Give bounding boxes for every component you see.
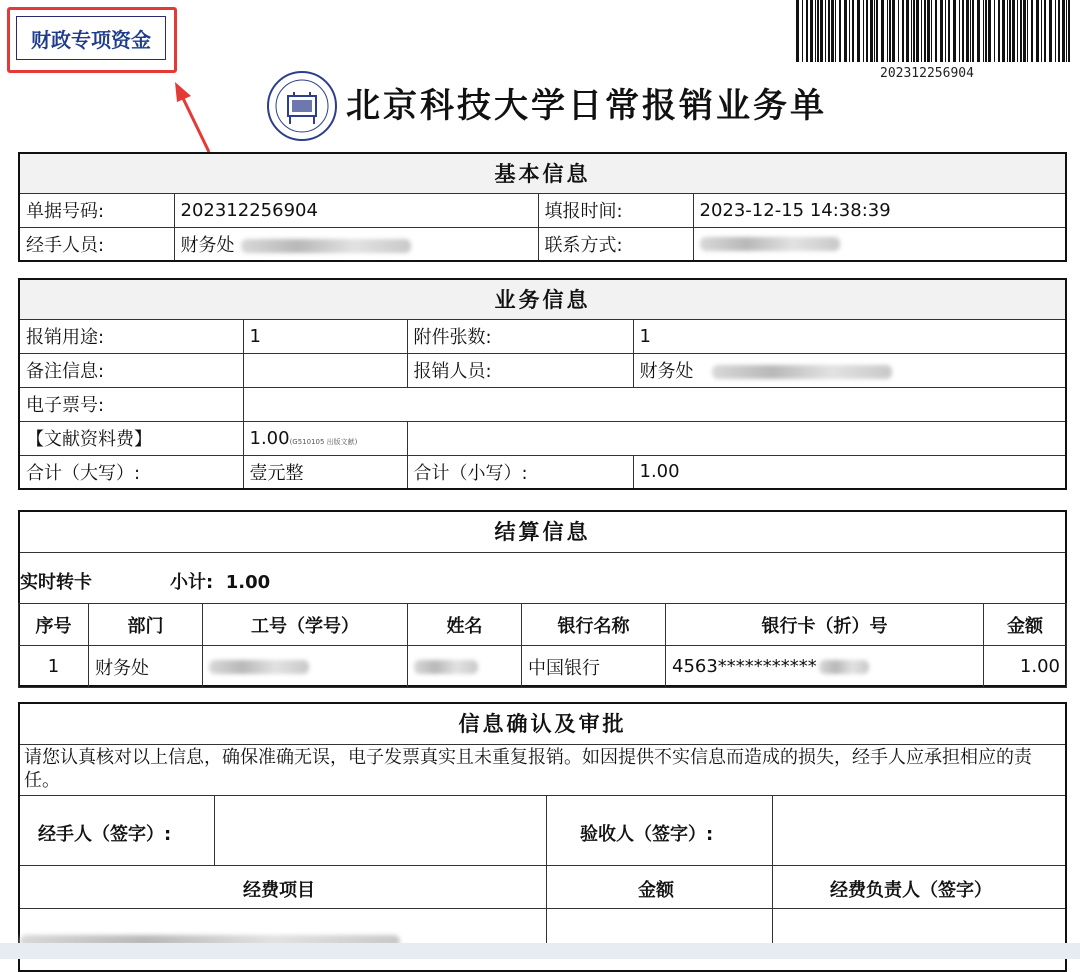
approval-heading: 信息确认及审批: [20, 704, 1065, 745]
subtotal-value: 1.00: [225, 572, 271, 593]
reimburser-value: [633, 353, 1066, 387]
subtotal: [170, 568, 270, 594]
col-header: 工号（学号）: [203, 604, 408, 646]
settlement-table: [18, 603, 1067, 688]
barcode-number: 202312256904: [880, 66, 974, 81]
handler-sign-label: 经手人（签字）:: [38, 824, 172, 845]
doc-no-label: 单据号码:: [19, 193, 174, 227]
barcode-icon: [796, 0, 1072, 62]
col-header: 金额: [984, 604, 1067, 646]
handler-label: 经手人员:: [19, 227, 174, 261]
fund-type-badge: 财政专项资金: [16, 16, 166, 60]
row-card: [666, 646, 984, 688]
basic-info-heading: 基本信息: [19, 153, 1066, 193]
item-empty: [407, 421, 1066, 455]
remark-value: [243, 353, 407, 387]
item-amount: 1.00: [249, 427, 290, 449]
redacted-block: [241, 239, 411, 253]
basic-info-table: [18, 152, 1067, 262]
annotation-arrow-icon: [165, 80, 225, 160]
divider: [20, 908, 1065, 909]
einvoice-label: 电子票号:: [19, 387, 243, 421]
receiver-sign-label: 验收人（签字）:: [580, 824, 714, 845]
col-header: 部门: [89, 604, 203, 646]
contact-value: [693, 227, 1066, 261]
business-info-heading: 业务信息: [19, 279, 1066, 319]
reimburser-dept: 财务处: [639, 361, 694, 382]
university-logo-icon: [266, 70, 338, 142]
handler-value: [174, 227, 538, 261]
divider: [546, 795, 547, 955]
payment-method: 实时转卡: [20, 572, 92, 593]
row-bank: 中国银行: [522, 646, 666, 688]
col-header: 姓名: [408, 604, 522, 646]
fill-time-label: 填报时间:: [538, 193, 693, 227]
handler-dept: 财务处: [180, 234, 235, 256]
einvoice-value: [243, 387, 1066, 421]
total-upper-label: 合计（大写）:: [19, 455, 243, 489]
redacted-block: [209, 660, 309, 674]
fill-time-value: 2023-12-15 14:38:39: [693, 193, 1066, 227]
reimburser-label: 报销人员:: [407, 353, 633, 387]
row-no: 1: [19, 646, 89, 688]
table-row: [19, 646, 1067, 688]
row-dept: 财务处: [89, 646, 203, 688]
cutoff-row: [20, 930, 400, 944]
approval-notice: 请您认真核对以上信息，确保准确无误，电子发票真实且未重复报销。如因提供不实信息而造成的损失，经手人应承担相应的责任。: [24, 747, 1032, 791]
attach-label: 附件张数:: [407, 319, 633, 353]
row-card-number: 4563***********: [672, 656, 817, 677]
redacted-block: [414, 660, 478, 674]
attach-value: 1: [633, 319, 1066, 353]
row-id: [203, 646, 408, 688]
col-header: 银行名称: [522, 604, 666, 646]
fund-owner-sign-label: 经费负责人（签字）: [830, 880, 992, 901]
total-upper-value: 壹元整: [243, 455, 407, 489]
subtotal-label: 小计:: [170, 572, 214, 593]
divider: [772, 795, 773, 955]
purpose-label: 报销用途:: [19, 319, 243, 353]
divider: [214, 795, 215, 865]
redacted-block: [819, 660, 869, 674]
col-header: 银行卡（折）号: [666, 604, 984, 646]
amount-label: 金额: [638, 880, 674, 901]
contact-label: 联系方式:: [538, 227, 693, 261]
row-amount: 1.00: [984, 646, 1067, 688]
doc-no-value: 202312256904: [174, 193, 538, 227]
divider: [20, 865, 1065, 866]
item-label: 【文献资料费】: [19, 421, 243, 455]
document-title: 北京科技大学日常报销业务单: [346, 86, 827, 126]
row-name: [408, 646, 522, 688]
total-lower-label: 合计（小写）:: [407, 455, 633, 489]
table-header-row: [19, 604, 1067, 646]
remark-label: 备注信息:: [19, 353, 243, 387]
business-info-table: [18, 278, 1067, 490]
purpose-value: 1: [243, 319, 407, 353]
settlement-heading: 结算信息: [20, 512, 1065, 553]
item-value: [243, 421, 407, 455]
divider: [20, 795, 1065, 796]
total-lower-value: 1.00: [633, 455, 1066, 489]
fund-item-label: 经费项目: [243, 880, 315, 901]
col-header: 序号: [19, 604, 89, 646]
redacted-block: [700, 237, 840, 251]
redacted-block: [712, 365, 892, 379]
item-note: (G510105 出版文献): [289, 437, 358, 446]
viewer-bottom-bar: [0, 943, 1080, 959]
